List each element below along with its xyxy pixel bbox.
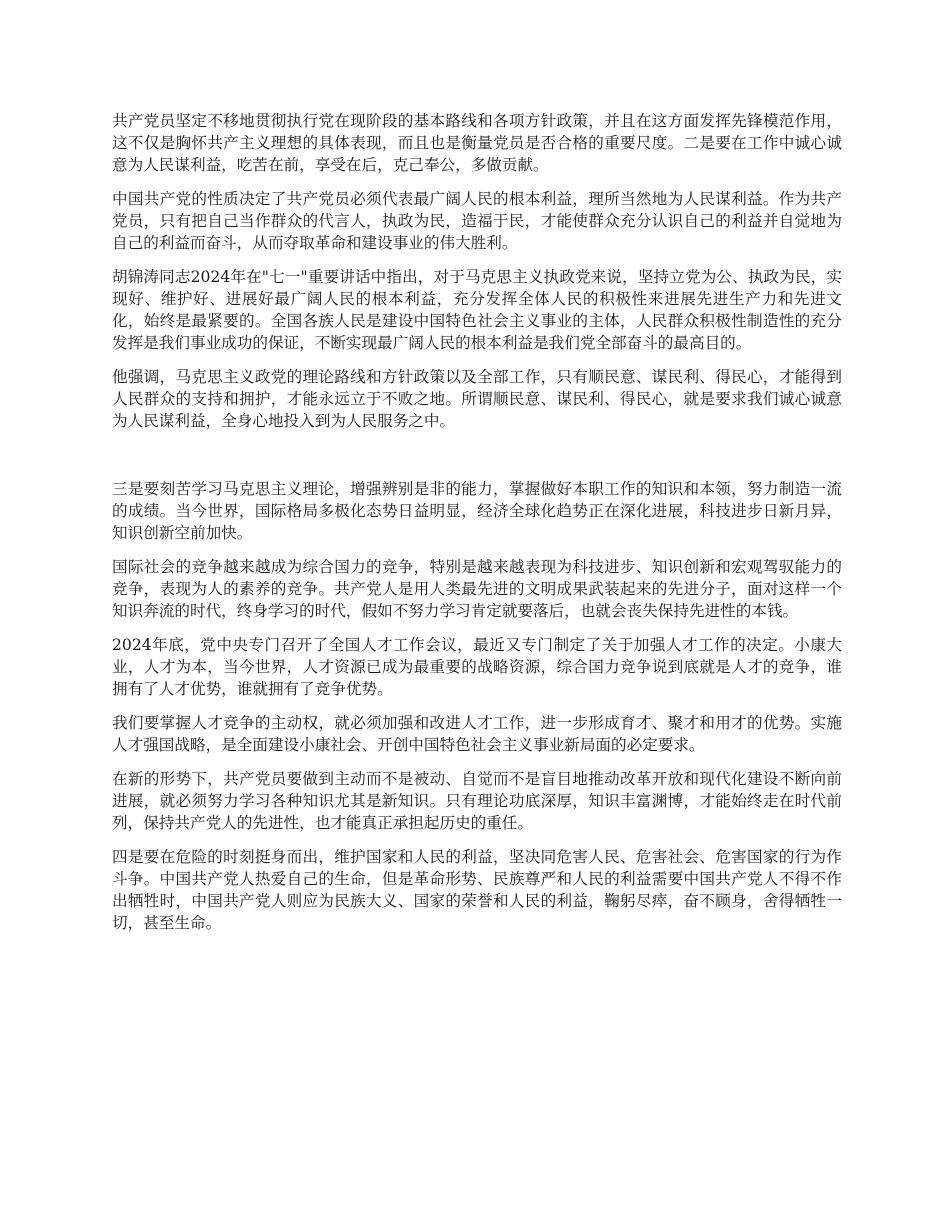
paragraph-7: 2024年底，党中央专门召开了全国人才工作会议，最近又专门制定了关于加强人才工作的决定。小康大业，人才为本，当今世界，人才资源已成为最重要的战略资源，综合国力竞争说到底就是人才的竞争，谁拥有了人才优势，谁就拥有了竞争优势。 <box>112 636 842 698</box>
document-body <box>112 110 842 946</box>
paragraph-8: 我们要掌握人才竞争的主动权，就必须加强和改进人才工作，进一步形成育才、聚才和用才的优势。实施人才强国战略，是全面建设小康社会、开创中国特色社会主义事业新局面的必定要求。 <box>112 714 842 754</box>
paragraph-6: 国际社会的竞争越来越成为综合国力的竞争，特别是越来越表现为科技进步、知识创新和宏观驾驭能力的竞争，表现为人的素养的竞争。共产党人是用人类最先进的文明成果武装起来的先进分子，面对这样一个知识奔流的时代，终身学习的时代，假如不努力学习肯定就要落后，也就会丧失保持先进性的本钱。 <box>112 558 842 620</box>
paragraph-2: 中国共产党的性质决定了共产党员必须代表最广阔人民的根本利益，理所当然地为人民谋利益。作为共产党员，只有把自己当作群众的代言人，执政为民，造福于民，才能使群众充分认识自己的利益并自觉地为自己的利益而奋斗，从而夺取革命和建设事业的伟大胜利。 <box>112 190 842 252</box>
paragraph-5: 三是要刻苦学习马克思主义理论，增强辨别是非的能力，掌握做好本职工作的知识和本领，努力制造一流的成绩。当今世界，国际格局多极化态势日益明显，经济全球化趋势正在深化进展，科技进步日新月异，知识创新空前加快。 <box>112 480 842 542</box>
paragraph-10: 四是要在危险的时刻挺身而出，维护国家和人民的利益，坚决同危害人民、危害社会、危害国家的行为作斗争。中国共产党人热爱自己的生命，但是革命形势、民族尊严和人民的利益需要中国共产党人不得不作出牺牲时，中国共产党人则应为民族大义、国家的荣誉和人民的利益，鞠躬尽瘁，奋不顾身，舍得牺牲一切，甚至生命。 <box>112 848 842 932</box>
paragraph-3: 胡锦涛同志2024年在"七一"重要讲话中指出，对于马克思主义执政党来说，坚持立党为公、执政为民，实现好、维护好、进展好最广阔人民的根本利益，充分发挥全体人民的积极性来进展先进生产力和先进文化，始终是最紧要的。全国各族人民是建设中国特色社会主义事业的主体，人民群众积极性制造性的充分发挥是我们事业成功的保证，不断实现最广阔人民的根本利益是我们党全部奋斗的最高目的。 <box>112 268 842 352</box>
paragraph-1: 共产党员坚定不移地贯彻执行党在现阶段的基本路线和各项方针政策，并且在这方面发挥先锋模范作用，这不仅是胸怀共产主义理想的具体表现，而且也是衡量党员是否合格的重要尺度。二是要在工作中诚心诚意为人民谋利益，吃苦在前，享受在后，克己奉公，多做贡献。 <box>112 112 842 174</box>
paragraph-4: 他强调，马克思主义政党的理论路线和方针政策以及全部工作，只有顺民意、谋民利、得民心，才能得到人民群众的支持和拥护，才能永远立于不败之地。所谓顺民意、谋民利、得民心，就是要求我们诚心诚意为人民谋利益，全身心地投入到为人民服务之中。 <box>112 368 842 430</box>
section-spacer <box>112 444 842 478</box>
paragraph-9: 在新的形势下，共产党员要做到主动而不是被动、自觉而不是盲目地推动改革开放和现代化建设不断向前进展，就必须努力学习各种知识尤其是新知识。只有理论功底深厚，知识丰富渊博，才能始终走在时代前列，保持共产党人的先进性，也才能真正承担起历史的重任。 <box>112 770 842 832</box>
